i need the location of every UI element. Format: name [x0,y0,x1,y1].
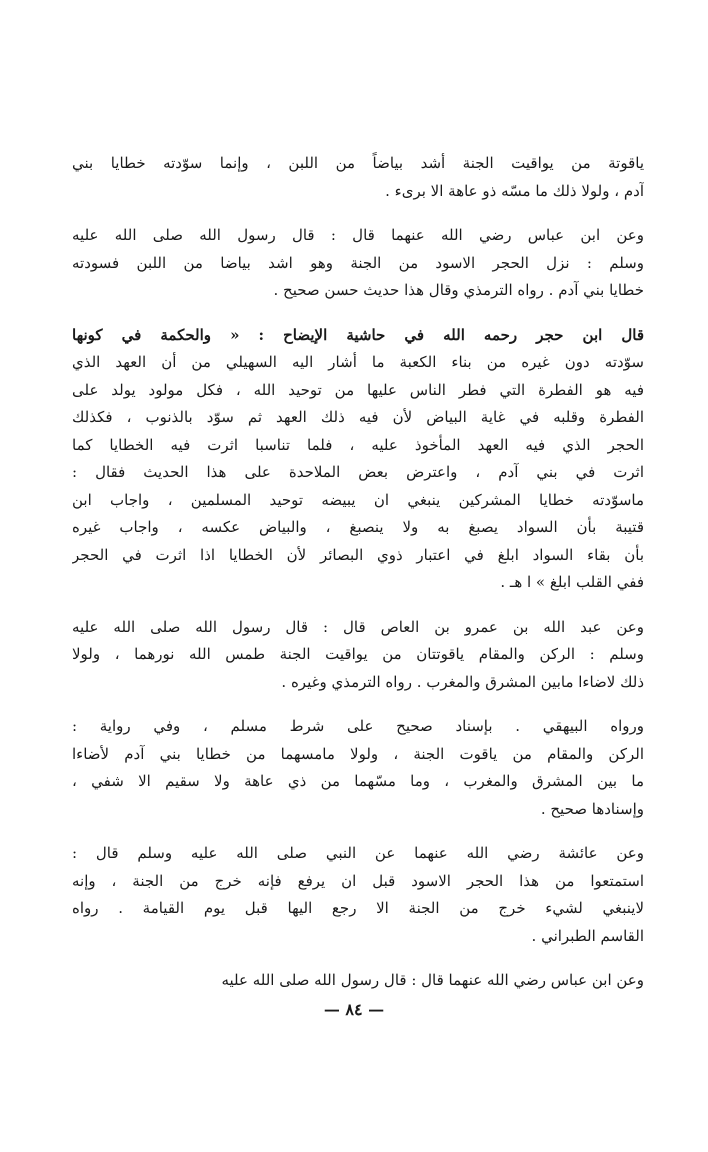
text-line: وعن عبد الله بن عمرو بن العاص قال : قال رسول الله صلى الله عليه [72,617,644,636]
text-line: وعن عائشة رضي الله عنهما عن النبي صلى الله عليه وسلم قال : [72,844,644,862]
text-line: ما بين المشرق والمغرب ، وما مسّهما من ذي عاهة ولا سقيم الا شفي ، [72,772,644,790]
text-line: ذلك لاضاءا مابين المشرق والمغرب . رواه الترمذي وغيره . [281,672,644,691]
paragraph [72,840,644,950]
text-line: وإسنادها صحيح . [540,799,644,818]
text-line: ماسوّدته خطايا المشركين ينبغي ان يبيضه توحيد المسلمين ، واجاب ابن [72,490,644,509]
paragraph [72,150,644,205]
text-line: قال ابن حجر رحمه الله في حاشية الإيضاح : « والحكمة في كونها [72,325,644,344]
paragraph [72,222,644,305]
text-line: ففي القلب ابلغ » ا هـ . [500,573,644,591]
text-line: وعن ابن عباس رضي الله عنهما قال : قال رسول الله صلى الله عليه [221,971,644,989]
page-number: — ٨٤ — [323,1000,385,1019]
paragraph [72,967,644,995]
text-line: استمتعوا من هذا الحجر الاسود قبل ان يرفع فإنه خرج من الجنة ، وإنه [72,871,644,890]
text-line: خطايا بني آدم . رواه الترمذي وقال هذا حديث حسن صحيح . [273,281,644,299]
paragraph [72,713,644,823]
text-line: وعن ابن عباس رضي الله عنهما قال : قال رسول الله صلى الله عليه [72,226,644,244]
document-page [72,150,644,1012]
text-line: الحجر الذي فيه العهد المأخوذ عليه ، فلما تناسبا اثرت فيه الخطايا كما [72,435,644,454]
text-line: ياقوتة من يواقيت الجنة أشد بياضاً من اللبن ، وإنما سوّدته خطايا بني [72,154,644,172]
text-line: فيه هو الفطرة التي فطر الناس عليها من توحيد الله ، فكل مولود يولد على [72,380,644,399]
text-line: وسلم : الركن والمقام ياقوتتان من يواقيت الجنة طمس الله نورهما ، ولولا [72,645,644,663]
paragraph [72,614,644,697]
text-line: بأن بقاء السواد ابلغ في اعتبار ذوي البصائر لأن الخطايا اذا اثرت في الحجر [72,545,644,564]
text-line: الفطرة وقلبه في غاية البياض لأن فيه ذلك العهد ثم سوّد بالذنوب ، فكذلك [72,408,644,426]
text-line: ورواه البيهقي . بإسناد صحيح على شرط مسلم ، وفي رواية : [72,717,644,735]
text-line: لاينبغي لشيء خرج من الجنة الا رجع اليها قبل يوم القيامة . رواه [72,899,644,917]
paragraph [72,322,644,597]
text-line: الركن والمقام من ياقوت الجنة ، ولولا مامسهما من خطايا بني آدم لأضاءا [72,744,644,763]
text-line: آدم ، ولولا ذلك ما مسّه ذو عاهة الا برىء . [385,181,644,200]
text-line: القاسم الطبراني . [531,926,644,945]
text-line: سوّدته دون غيره من بناء الكعبة ما أشار اليه السهيلي من أن العهد الذي [72,353,644,371]
body-text [72,150,644,995]
text-line: قتيبة بأن السواد يصبغ به ولا ينصبغ ، والبياض عكسه ، واجاب غيره [72,518,644,536]
text-line: وسلم : نزل الحجر الاسود من الجنة وهو اشد بياضا من اللبن فسودته [72,253,644,272]
text-line: اثرت في بني آدم ، واعترض بعض الملاحدة على هذا الحديث فقال : [72,463,644,481]
